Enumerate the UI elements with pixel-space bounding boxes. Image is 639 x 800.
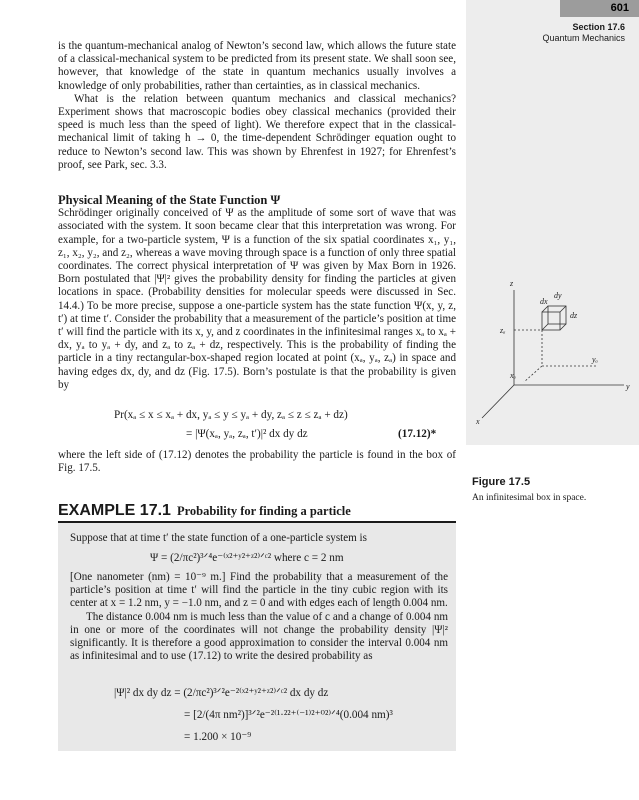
- example-heading: [58, 502, 351, 520]
- after-equation-paragraph: where the left side of (17.12) denotes the probability the particle is found in the box of Fig. 17.5.: [58, 449, 456, 475]
- example-body: [70, 571, 448, 663]
- label-dx: dx: [540, 297, 548, 306]
- figure-label: Figure 17.5: [472, 476, 531, 488]
- example-paragraph-1: Suppose that at time t′ the state function of a one-particle system is: [70, 532, 367, 544]
- section-number: Section 17.6: [572, 22, 625, 32]
- x-axis: [482, 385, 514, 418]
- label-ya: yₐ: [592, 355, 598, 364]
- section-title: Quantum Mechanics: [542, 33, 625, 43]
- example-title: Probability for finding a particle: [176, 504, 351, 518]
- example-equation-2: |Ψ|² dx dy dz = (2/πc²)³ᐟ²e⁻²⁽ˣ²⁺ʸ²⁺ᶻ²⁾ᐟᶜ² dx dy dz: [114, 687, 329, 699]
- figure-caption: An infinitesimal box in space.: [472, 493, 587, 503]
- example-label: EXAMPLE 17.1: [58, 502, 171, 519]
- infinitesimal-box: [542, 306, 566, 330]
- section-paragraph: Schrödinger originally conceived of Ψ as the amplitude of some sort of wave that was associated with the system. It soon became clear that this interpretation was wrong. For example, for a two-particle system, Ψ is a function of the six spatial coordinates x₁, y₁, z₁, x₂, y₂, and z₂, whereas a wave moving through space is a function of only three spatial coordinates. The correct physical interpretation of Ψ was given by Max Born in 1926. Born postulated that |Ψ|² gives the probability density for finding the particles at given locations in space. (Probability densities for molecular speeds were discussed in Sec. 14.4.) To be more precise, suppose a one-particle system has the state function Ψ(x, y, z, t′) at time t′. Consider the probability that a measurement of the particle’s position at time t′ will find the particle with its x, y, and z coordinates in the infinitesimal ranges xₐ to xₐ + dx, yₐ to yₐ + dy, and zₐ to zₐ + dz, respectively. This is the probability of finding the particle in a tiny rectangular-box-shaped region located at point (xₐ, yₐ, zₐ) in space and having edges dx, dy, and dz (Fig. 17.5). Born’s postulate is that the probability is given by: [58, 207, 456, 391]
- guide-lines: [514, 330, 596, 382]
- label-dz: dz: [570, 311, 578, 320]
- example-equation-1: Ψ = (2/πc²)³ᐟ⁴e⁻⁽ˣ²⁺ʸ²⁺ᶻ²⁾ᐟᶜ² where c = 2 nm: [150, 552, 344, 564]
- intro-paragraph-2: What is the relation between quantum mechanics and classical mechanics? Experiment shows that macroscopic bodies obey classical mechanics (provided their speed is much less than the speed of light). We therefore expect that in the classical-mechanical limit of taking h → 0, the time-dependent Schrödinger equation ought to reduce to Newton’s second law. This was shown by Ehrenfest in 1927; for Ehrenfest’s proof, see Park, sec. 3.3.: [58, 92, 456, 171]
- intro-paragraph-1: is the quantum-mechanical analog of Newton’s second law, which allows the future state of a classical-mechanical system to be predicted from its present state. We shall soon see, however, that knowledge of the state in quantum mechanics usually involves a knowledge of only probabilities, rather than certainties, as in classical mechanics.: [58, 40, 456, 92]
- label-xa: xₐ: [510, 371, 516, 380]
- section-block: [58, 194, 456, 392]
- example-paragraph-3: The distance 0.004 nm is much less than the value of c and a change of 0.004 nm in one or more of the coordinates will not change the probability density |Ψ|² significantly. It is therefore a good approximation to consider the interval 0.004 nm as infinitesimal and to use (17.12) to write the desired probability as: [70, 610, 448, 663]
- example-paragraph-2: [One nanometer (nm) = 10⁻⁹ m.] Find the probability that a measurement of the particle’s position at time t′ will find the particle in the tiny cubic region with its center at x = 1.2 nm, y = −1.0 nm, and z = 0 and with edges each of length 0.004 nm.: [70, 571, 448, 610]
- equation-number: (17.12)*: [398, 428, 437, 440]
- page-number: 601: [560, 0, 639, 17]
- intro-text: [58, 40, 456, 172]
- label-dy: dy: [554, 291, 562, 300]
- figure-box-diagram: [466, 270, 639, 460]
- section-heading: Physical Meaning of the State Function Ψ: [58, 193, 281, 207]
- label-za: zₐ: [500, 326, 506, 335]
- after-equation-text: [58, 449, 456, 475]
- label-z: z: [510, 279, 514, 288]
- example-equation-4: = 1.200 × 10⁻⁹: [184, 731, 252, 743]
- running-head: [542, 22, 625, 44]
- label-y: y: [626, 382, 630, 391]
- equation-17-12-line1: Pr(xₐ ≤ x ≤ xₐ + dx, yₐ ≤ y ≤ yₐ + dy, zₐ ≤ z ≤ zₐ + dz): [114, 409, 348, 421]
- example-equation-3: = [2/(4π nm²)]³ᐟ²e⁻²⁽¹·²²⁺⁽⁻¹⁾²⁺⁰²⁾ᐟ⁴(0.004 nm)³: [184, 709, 393, 721]
- example-intro: [70, 532, 448, 545]
- equation-17-12-line2: = |Ψ(xₐ, yₐ, zₐ, t′)|² dx dy dz: [186, 428, 308, 440]
- label-x: x: [476, 417, 480, 426]
